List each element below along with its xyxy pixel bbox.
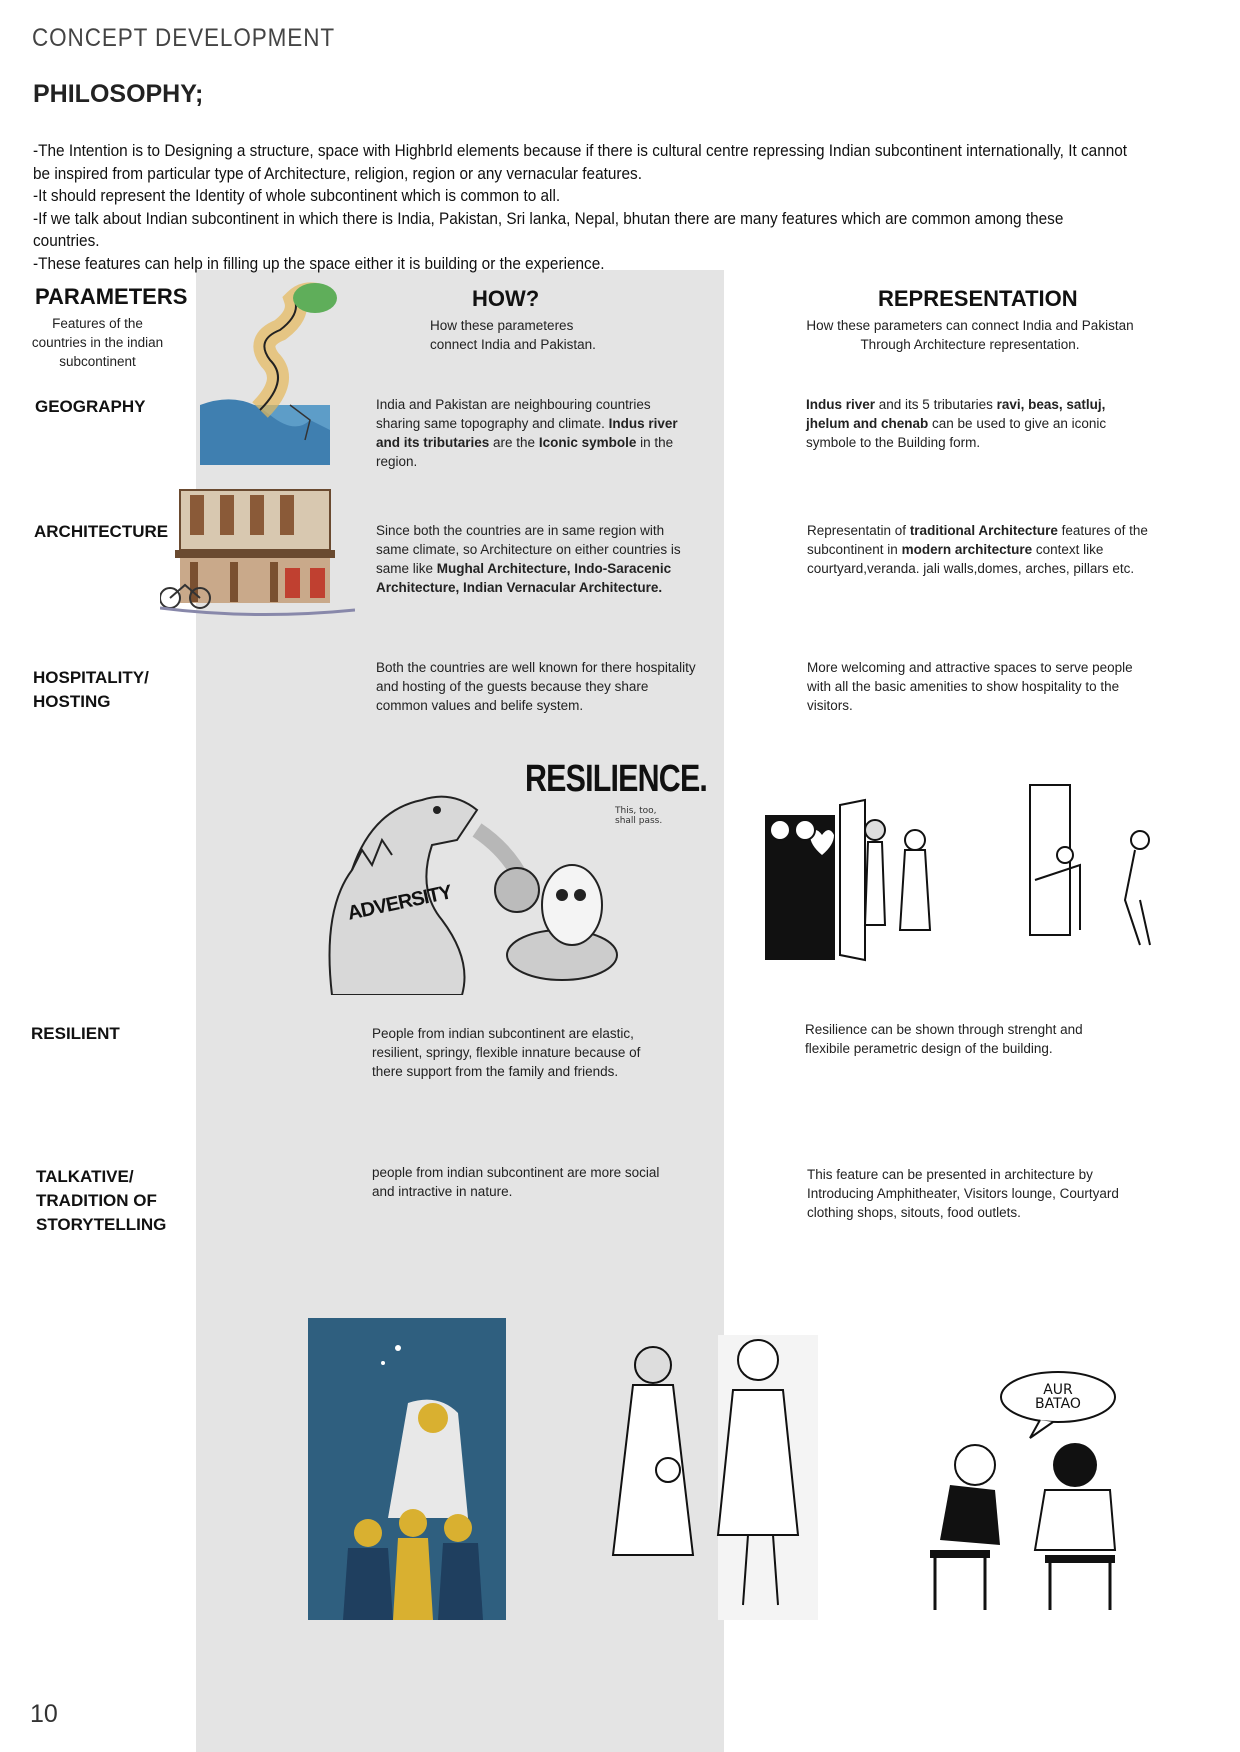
philosophy-text: -The Intention is to Designing a structure, space with HighbrId elements because if there is cultural centre repressing Indian subcontinent internationally, It cannot be inspired from particular type of Architecture, religion, region or any vernacular features. -It should represent the Identity of whole subcontinent which is common to all. -If we talk about Indian subcontinent in which there is India, Pakistan, Sri lanka, Nepal, bhutan there are many features which are common among these countries. -These features can help in filling up the space either it is building or the experience.: [33, 142, 1128, 273]
parameters-title: PARAMETERS: [35, 284, 188, 309]
hospitality-greeting-illustration: [1010, 780, 1180, 970]
how-subtitle: How these parameteres connect India and Pakistan.: [430, 318, 596, 352]
resilience-caption: This, too, shall pass.: [615, 806, 663, 826]
how-geography-text: India and Pakistan are neighbouring countries sharing same topography and climate. Indus river and its tributaries are the Iconic symbole in the region.: [376, 397, 678, 469]
how-talkative-text: people from indian subcontinent are more social and intractive in nature.: [372, 1165, 660, 1199]
parameter-geography: GEOGRAPHY: [35, 397, 146, 416]
parameter-hospitality: HOSPITALITY/ HOSTING: [33, 668, 149, 711]
two-women-talking-illustration: [603, 1335, 818, 1620]
page-number: 10: [30, 1700, 58, 1728]
adversity-monster-illustration: [322, 770, 652, 995]
adversity-label: ADVERSITY: [345, 881, 454, 925]
how-title: HOW?: [472, 286, 540, 311]
representation-subtitle: How these parameters can connect India and Pakistan Through Architecture representation.: [806, 318, 1134, 352]
representation-resilient-text: Resilience can be shown through strenght and flexibile perametric design of the building.: [805, 1022, 1083, 1056]
representation-hospitality-text: More welcoming and attractive spaces to serve people with all the basic amenities to show hospitality to the visitors.: [807, 660, 1133, 713]
resilience-title: RESILIENCE.: [525, 758, 708, 800]
hospitality-welcome-illustration: [740, 780, 970, 975]
representation-geography-text: Indus river and its 5 tributaries ravi, beas, satluj, jhelum and chenab can be used to give an iconic symbole to the Building form.: [806, 397, 1107, 450]
philosophy-title: PHILOSOPHY;: [33, 80, 204, 108]
representation-architecture-text: Representatin of traditional Architecture features of the subcontinent in modern architecture context like courtyard,veranda. jali walls,domes, arches, pillars etc.: [807, 523, 1148, 576]
parameter-resilient: RESILIENT: [31, 1024, 120, 1043]
how-architecture-text: Since both the countries are in same region with same climate, so Architecture on either countries is same like Mughal Architecture, Indo-Saracenic Architecture, Indian Vernacular Architecture.: [376, 523, 681, 595]
how-resilient-text: People from indian subcontinent are elastic, resilient, springy, flexible innature because of there support from the family and friends.: [372, 1026, 641, 1079]
parameter-talkative: TALKATIVE/ TRADITION OF STORYTELLING: [36, 1167, 167, 1234]
architecture-sketch-illustration: [160, 480, 355, 625]
parameter-architecture: ARCHITECTURE: [34, 522, 169, 541]
storytelling-poster-illustration: [308, 1318, 506, 1620]
parameters-subtitle: Features of the countries in the indian subcontinent: [31, 316, 164, 369]
how-hospitality-text: Both the countries are well known for there hospitality and hosting of the guests because they share common values and belife system.: [376, 660, 696, 713]
section-title: CONCEPT DEVELOPMENT: [32, 24, 335, 52]
indus-river-map-illustration: [200, 270, 370, 465]
representation-talkative-text: This feature can be presented in architecture by Introducing Amphitheater, Visitors lounge, Courtyard clothing shops, sitouts, food outlets.: [807, 1167, 1119, 1220]
representation-title: REPRESENTATION: [878, 286, 1078, 311]
speech-bubble-text: AUR BATAO: [1035, 1382, 1081, 1412]
